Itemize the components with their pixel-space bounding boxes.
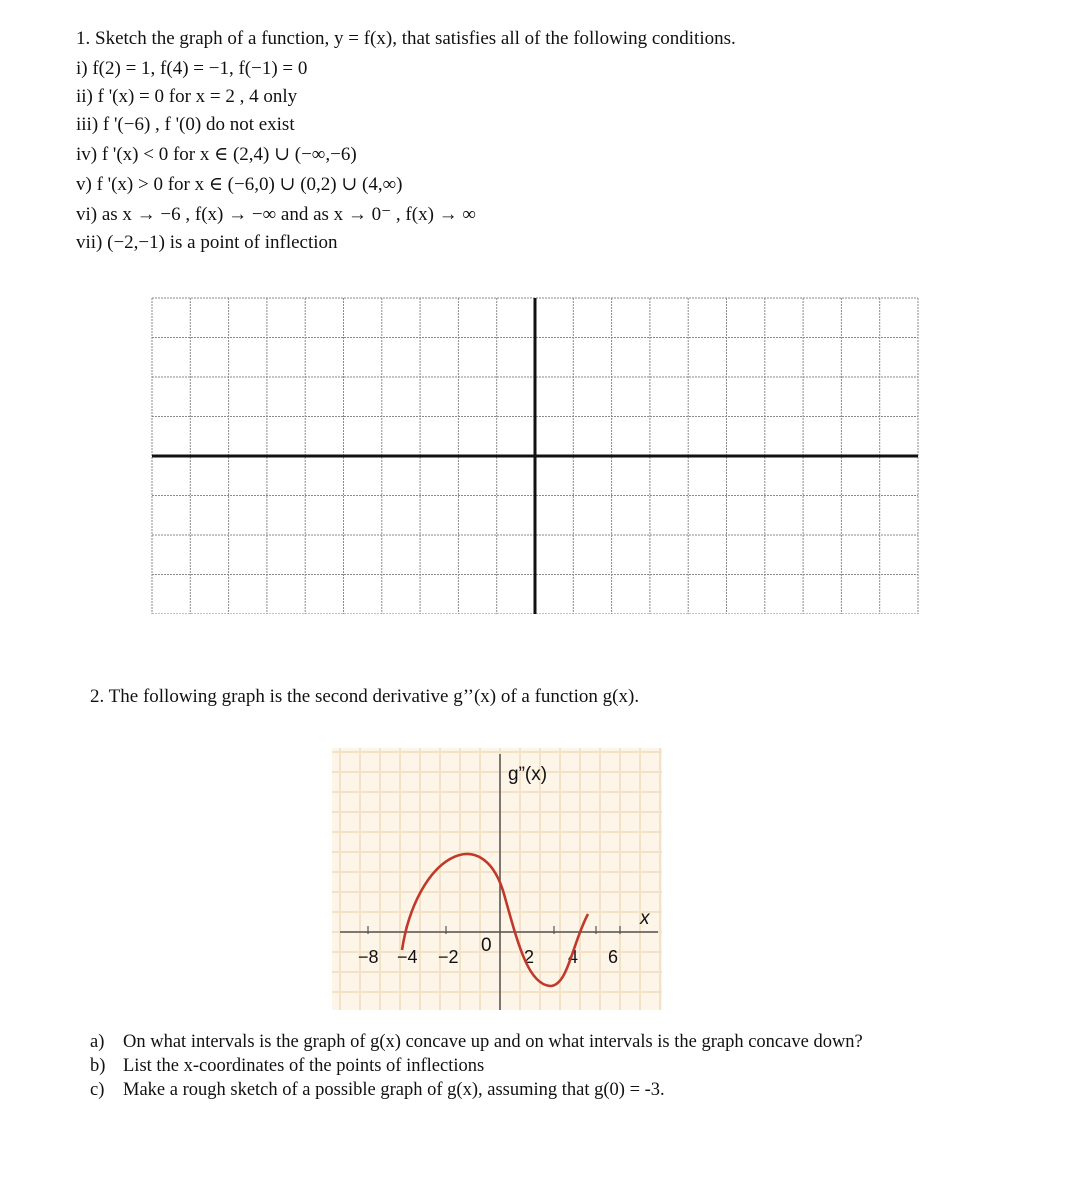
q2-part-b bbox=[90, 1054, 863, 1078]
q2-part-c bbox=[90, 1078, 863, 1102]
q2-part-a-label: a) bbox=[90, 1032, 105, 1052]
q2-part-a-text: On what intervals is the graph of g(x) concave up and on what intervals is the graph concave down? bbox=[123, 1032, 863, 1052]
q2-part-b-text: List the x-coordinates of the points of inflections bbox=[123, 1056, 485, 1076]
tick-label-minus8: −8 bbox=[358, 947, 379, 967]
q2-part-a bbox=[90, 1030, 863, 1054]
q1-blank-grid bbox=[150, 296, 920, 614]
q2-part-c-text: Make a rough sketch of a possible graph of g(x), assuming that g(0) = -3. bbox=[123, 1080, 665, 1100]
q2-part-b-label: b) bbox=[90, 1056, 106, 1076]
q2-prompt: 2. The following graph is the second derivative g’’(x) of a function g(x). bbox=[90, 686, 640, 707]
q2-questions bbox=[90, 1030, 863, 1102]
q1-condition-3: iii) f '(−6) , f '(0) do not exist bbox=[76, 114, 295, 135]
q1-condition-6: vi) as x → −6 , f(x) → −∞ and as x → 0⁻ , f(x) → ∞ bbox=[76, 204, 476, 225]
y-axis-label: g”(x) bbox=[508, 764, 548, 785]
x-axis-label: x bbox=[640, 908, 650, 929]
q1-condition-2: ii) f '(x) = 0 for x = 2 , 4 only bbox=[76, 86, 298, 107]
q1-title: 1. Sketch the graph of a function, y = f(x), that satisfies all of the following conditions. bbox=[76, 28, 736, 49]
q2-part-c-label: c) bbox=[90, 1080, 105, 1100]
q1-condition-1: i) f(2) = 1, f(4) = −1, f(−1) = 0 bbox=[76, 58, 308, 79]
second-derivative-graph bbox=[332, 748, 662, 1010]
tick-label-minus4: −4 bbox=[397, 947, 418, 967]
tick-label-6: 6 bbox=[608, 947, 619, 967]
q1-condition-7: vii) (−2,−1) is a point of inflection bbox=[76, 232, 338, 253]
graph-background bbox=[332, 748, 662, 1010]
tick-label-2: 2 bbox=[524, 947, 535, 967]
tick-label-4: 4 bbox=[568, 947, 579, 967]
q1-condition-4: iv) f '(x) < 0 for x ∈ (2,4) ∪ (−∞,−6) bbox=[76, 144, 357, 165]
q1-condition-5: v) f '(x) > 0 for x ∈ (−6,0) ∪ (0,2) ∪ (4,∞) bbox=[76, 174, 403, 195]
tick-label-minus2: −2 bbox=[438, 947, 459, 967]
origin-label: 0 bbox=[481, 935, 492, 956]
